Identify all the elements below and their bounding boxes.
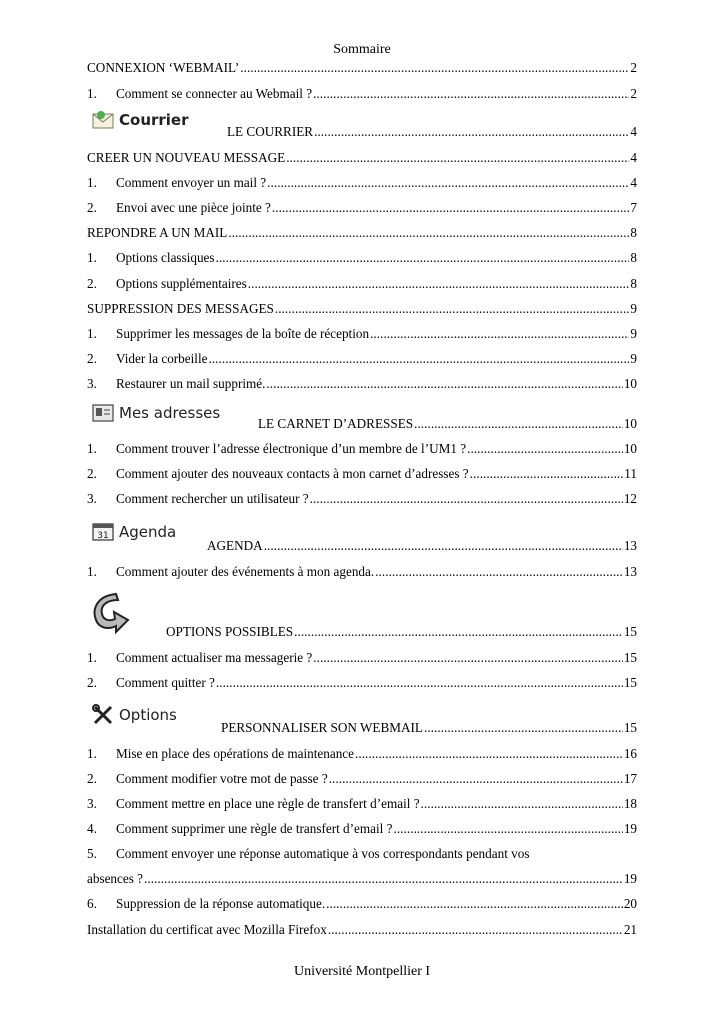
toc-text: REPONDRE A UN MAIL xyxy=(87,225,228,240)
toc-text: Comment envoyer une réponse automatique à vos correspondants pendant vos xyxy=(116,846,530,861)
toc-page: 15 xyxy=(623,650,637,665)
toc-entry[interactable] xyxy=(87,225,637,243)
curved-arrow-icon xyxy=(86,590,130,638)
toc-page: 9 xyxy=(630,301,637,316)
toc-entry[interactable] xyxy=(87,871,637,889)
toc-page: 19 xyxy=(623,871,637,886)
toc-page: 20 xyxy=(623,896,637,911)
toc-number: 2. xyxy=(87,276,97,291)
toc-text: CONNEXION ‘WEBMAIL’ xyxy=(87,60,240,75)
toc-text: Comment se connecter au Webmail ? xyxy=(116,86,313,101)
toc-page: 11 xyxy=(624,466,637,481)
toc-entry[interactable] xyxy=(227,124,637,142)
adresses-icon-label: Mes adresses xyxy=(119,404,221,422)
toc-page: 8 xyxy=(630,250,637,265)
adresses-heading-icon xyxy=(92,403,220,423)
toc-text: Comment mettre en place une règle de transfert d’email ? xyxy=(116,796,420,811)
toc-page: 8 xyxy=(630,276,637,291)
toc-page: 21 xyxy=(623,922,637,937)
toc-text: Envoi avec une pièce jointe ? xyxy=(116,200,271,215)
toc-entry[interactable] xyxy=(87,200,637,218)
toc-entry[interactable] xyxy=(87,326,637,344)
toc-text: CREER UN NOUVEAU MESSAGE xyxy=(87,150,286,165)
toc-page: 9 xyxy=(630,326,637,341)
toc-page: 2 xyxy=(630,60,637,75)
toc-number: 1. xyxy=(87,86,97,101)
toc-page: 15 xyxy=(623,720,637,735)
toc-entry[interactable] xyxy=(87,796,637,814)
toc-page: 8 xyxy=(630,225,637,240)
toc-text: LE COURRIER xyxy=(227,124,314,139)
toc-page: 12 xyxy=(623,491,637,506)
toc-page: 4 xyxy=(630,150,637,165)
toc-number: 1. xyxy=(87,746,97,761)
toc-text: AGENDA xyxy=(207,538,263,553)
toc-entry[interactable] xyxy=(87,746,637,764)
toc-page: 10 xyxy=(623,441,637,456)
toc-page: 17 xyxy=(623,771,637,786)
toc-entry[interactable] xyxy=(87,150,637,168)
toc-entry[interactable] xyxy=(221,720,637,738)
toc-text: Comment ajouter des événements à mon agenda. xyxy=(116,564,375,579)
toc-number: 3. xyxy=(87,796,97,811)
toc-text: Comment rechercher un utilisateur ? xyxy=(116,491,309,506)
options-arrow-icon-wrap xyxy=(86,590,130,643)
courrier-heading-icon xyxy=(92,110,189,130)
toc-page: 13 xyxy=(623,538,637,553)
toc-entry[interactable] xyxy=(207,538,637,556)
toc-page: 15 xyxy=(623,675,637,690)
mail-icon xyxy=(92,110,114,130)
toc-entry-multiline[interactable] xyxy=(87,846,637,864)
toc-page: 7 xyxy=(630,200,637,215)
toc-number: 2. xyxy=(87,351,97,366)
toc-entry[interactable] xyxy=(87,301,637,319)
calendar-day: 31 xyxy=(97,531,109,541)
toc-page: 9 xyxy=(630,351,637,366)
toc-number: 6. xyxy=(87,896,97,911)
toc-page: 19 xyxy=(623,821,637,836)
toc-text: Installation du certificat avec Mozilla Firefox xyxy=(87,922,327,937)
page-footer: Université Montpellier I xyxy=(293,964,431,979)
toc-number: 3. xyxy=(87,491,97,506)
toc-entry[interactable] xyxy=(87,771,637,789)
toc-text: Options classiques xyxy=(116,250,215,265)
page-title: Sommaire xyxy=(333,42,391,57)
toc-entry[interactable] xyxy=(87,276,637,294)
toc-page: 16 xyxy=(623,746,637,761)
toc-page: 2 xyxy=(630,86,637,101)
toc-number: 1. xyxy=(87,326,97,341)
toc-text: OPTIONS POSSIBLES xyxy=(166,624,294,639)
toc-page: 10 xyxy=(623,376,637,391)
toc-text: Comment envoyer un mail ? xyxy=(116,175,267,190)
agenda-icon-label: Agenda xyxy=(119,523,177,541)
toc-text: LE CARNET D’ADRESSES xyxy=(258,416,414,431)
toc-entry[interactable] xyxy=(87,650,637,668)
toc-page: 4 xyxy=(630,175,637,190)
toc-number: 5. xyxy=(87,846,97,861)
toc-number: 1. xyxy=(87,250,97,265)
toc-entry[interactable] xyxy=(258,416,637,434)
toc-entry[interactable] xyxy=(87,564,637,582)
toc-entry[interactable] xyxy=(87,922,637,940)
toc-entry[interactable] xyxy=(87,60,637,78)
toc-entry[interactable] xyxy=(87,896,637,914)
toc-entry[interactable] xyxy=(87,376,637,394)
toc-entry[interactable] xyxy=(166,624,637,642)
toc-entry[interactable] xyxy=(87,351,637,369)
toc-entry[interactable] xyxy=(87,175,637,193)
toc-text: Comment modifier votre mot de passe ? xyxy=(116,771,328,786)
toc-text: Supprimer les messages de la boîte de réception xyxy=(116,326,370,341)
toc-page: 10 xyxy=(623,416,637,431)
toc-entry[interactable] xyxy=(87,441,637,459)
toc-text: PERSONNALISER SON WEBMAIL xyxy=(221,720,423,735)
toc-text: Comment ajouter des nouveaux contacts à mon carnet d’adresses ? xyxy=(116,466,469,481)
toc-number: 1. xyxy=(87,441,97,456)
toc-text: SUPPRESSION DES MESSAGES xyxy=(87,301,274,316)
toc-text: Options supplémentaires xyxy=(116,276,247,291)
toc-entry[interactable] xyxy=(87,466,637,484)
toc-entry[interactable] xyxy=(87,675,637,693)
toc-number: 2. xyxy=(87,200,97,215)
toc-number: 3. xyxy=(87,376,97,391)
toc-text: Comment actualiser ma messagerie ? xyxy=(116,650,313,665)
toc-number: 4. xyxy=(87,821,97,836)
toc-text: Comment quitter ? xyxy=(116,675,215,690)
toc-text: Comment trouver l’adresse électronique d’un membre de l’UM1 ? xyxy=(116,441,467,456)
options-heading-icon xyxy=(92,704,177,726)
tools-icon xyxy=(92,704,114,726)
toc-page: 4 xyxy=(630,124,637,139)
toc-entry[interactable] xyxy=(87,86,637,104)
toc-text: Vider la corbeille xyxy=(116,351,208,366)
toc-page: 15 xyxy=(623,624,637,639)
toc-text: absences ? xyxy=(87,871,144,886)
toc-number: 2. xyxy=(87,675,97,690)
agenda-heading-icon xyxy=(92,522,176,542)
toc-entry[interactable] xyxy=(87,821,637,839)
toc-entry[interactable] xyxy=(87,491,637,509)
courrier-icon-label: Courrier xyxy=(119,111,189,129)
toc-number: 1. xyxy=(87,564,97,579)
toc-number: 2. xyxy=(87,771,97,786)
options-icon-label: Options xyxy=(119,706,177,724)
address-book-icon xyxy=(92,403,114,423)
toc-text: Comment supprimer une règle de transfert d’email ? xyxy=(116,821,393,836)
toc-page: 18 xyxy=(623,796,637,811)
toc-number: 2. xyxy=(87,466,97,481)
calendar-icon xyxy=(92,522,114,542)
toc-number: 1. xyxy=(87,175,97,190)
toc-page: 13 xyxy=(623,564,637,579)
toc-text: Suppression de la réponse automatique. xyxy=(116,896,326,911)
toc-text: Restaurer un mail supprimé. xyxy=(116,376,266,391)
toc-entry[interactable] xyxy=(87,250,637,268)
toc-number: 1. xyxy=(87,650,97,665)
toc-text: Mise en place des opérations de maintenance xyxy=(116,746,355,761)
